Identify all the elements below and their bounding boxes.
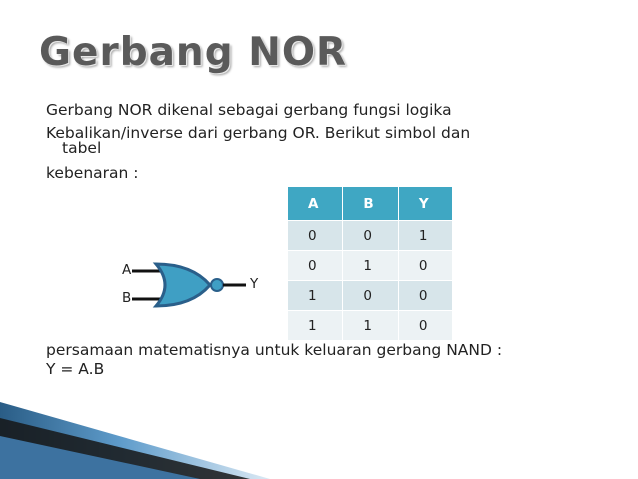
slide-title: Gerbang NOR	[39, 30, 348, 75]
table-row	[288, 221, 452, 251]
table-row	[288, 281, 452, 311]
gate-output-label: Y	[250, 276, 259, 292]
body-line-5: Y = A.B	[46, 360, 105, 378]
body-line-1: Gerbang NOR dikenal sebagai gerbang fungsi logika	[46, 101, 452, 119]
table-cell: 1	[343, 311, 398, 341]
table-cell: 1	[288, 281, 343, 311]
nor-gate-symbol	[112, 256, 262, 316]
table-cell: 1	[288, 311, 343, 341]
table-cell: 0	[288, 251, 343, 281]
inverter-bubble	[211, 279, 223, 291]
table-cell: 1	[343, 251, 398, 281]
body-line-3: kebenaran :	[46, 164, 139, 182]
truth-table-header-row	[288, 187, 452, 221]
decorative-wedge	[0, 388, 638, 479]
table-cell: 0	[398, 251, 452, 281]
gate-input-b-label: B	[122, 290, 132, 306]
table-cell: 1	[398, 221, 452, 251]
body-line-2-wrap: tabel	[62, 139, 102, 157]
header-y: Y	[398, 187, 452, 221]
header-a: A	[288, 187, 343, 221]
table-cell: 0	[288, 221, 343, 251]
body-line-4: persamaan matematisnya untuk keluaran gerbang NAND :	[46, 341, 503, 359]
gate-input-a-label: A	[122, 262, 132, 278]
table-cell: 0	[343, 221, 398, 251]
truth-table	[288, 187, 452, 340]
table-cell: 0	[343, 281, 398, 311]
table-cell: 0	[398, 311, 452, 341]
table-cell: 0	[398, 281, 452, 311]
header-b: B	[343, 187, 398, 221]
nor-gate-body	[156, 264, 210, 306]
body-line-2: Kebalikan/inverse dari gerbang OR. Berikut simbol dan	[46, 124, 471, 142]
table-row	[288, 311, 452, 341]
table-row	[288, 251, 452, 281]
